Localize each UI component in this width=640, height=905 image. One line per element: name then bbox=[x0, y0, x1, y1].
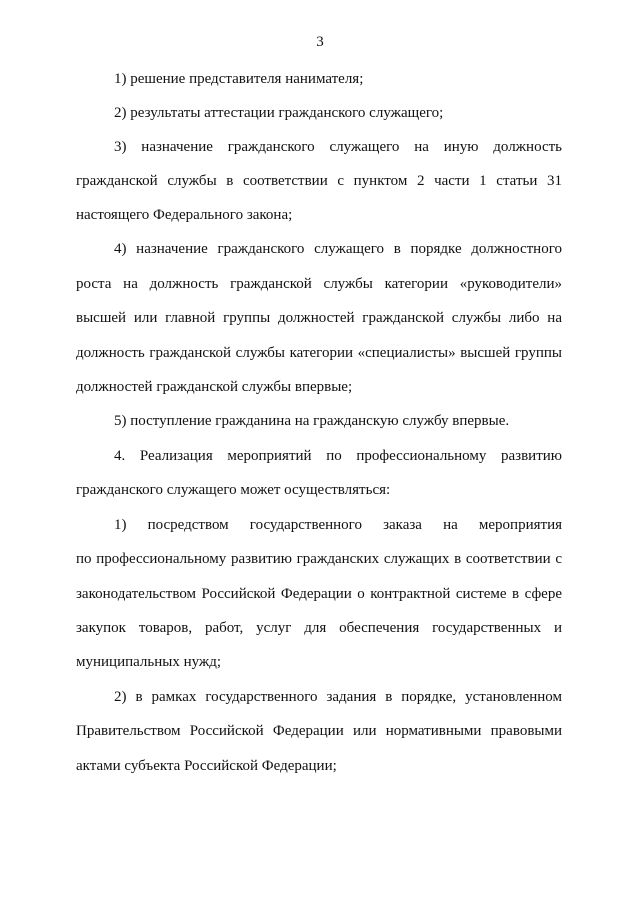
text-line-clause-4-item-1-start: 1) посредством государственного заказа на мероприятия bbox=[114, 517, 562, 533]
text-line-clause-4-end: гражданского служащего может осуществляться: bbox=[76, 482, 391, 498]
text-line-list-item-4-end: должностей гражданской службы впервые; bbox=[76, 379, 353, 395]
text-line-list-item-3-end: настоящего Федерального закона; bbox=[76, 207, 293, 223]
text-line-list-item-2-attestation: 2) результаты аттестации гражданского служащего; bbox=[114, 105, 444, 121]
text-line-clause-4-item-2-start: 2) в рамках государственного задания в порядке, установленном bbox=[114, 689, 562, 705]
text-line-list-item-4-line-3: высшей или главной группы должностей гражданской службы либо на bbox=[76, 310, 562, 326]
text-line-list-item-1-decision: 1) решение представителя нанимателя; bbox=[114, 71, 364, 87]
text-line-clause-4-item-1-line-3: законодательством Российской Федерации о контрактной системе в сфере bbox=[76, 586, 562, 602]
text-line-clause-4-item-1-line-2: по профессиональному развитию гражданских служащих в соответствии с bbox=[76, 551, 562, 567]
text-line-list-item-5: 5) поступление гражданина на гражданскую службу впервые. bbox=[114, 413, 510, 429]
text-line-clause-4-item-1-line-4: закупок товаров, работ, услуг для обеспечения государственных и bbox=[76, 620, 562, 636]
text-line-list-item-4-line-2: роста на должность гражданской службы категории «руководители» bbox=[76, 276, 562, 292]
text-line-clause-4-item-2-line-2: Правительством Российской Федерации или нормативными правовыми bbox=[76, 723, 562, 739]
text-line-clause-4-item-2-end: актами субъекта Российской Федерации; bbox=[76, 758, 337, 774]
text-line-list-item-3-start: 3) назначение гражданского служащего на иную должность bbox=[114, 139, 562, 155]
text-line-list-item-3-middle: гражданской службы в соответствии с пунктом 2 части 1 статьи 31 bbox=[76, 173, 562, 189]
text-line-clause-4-item-1-end: муниципальных нужд; bbox=[76, 654, 222, 670]
text-line-clause-4-start: 4. Реализация мероприятий по профессиональному развитию bbox=[114, 448, 562, 464]
text-line-list-item-4-start: 4) назначение гражданского служащего в порядке должностного bbox=[114, 241, 562, 257]
text-line-list-item-4-line-4: должность гражданской службы категории «специалисты» высшей группы bbox=[76, 345, 562, 361]
page-number: 3 bbox=[316, 34, 324, 50]
